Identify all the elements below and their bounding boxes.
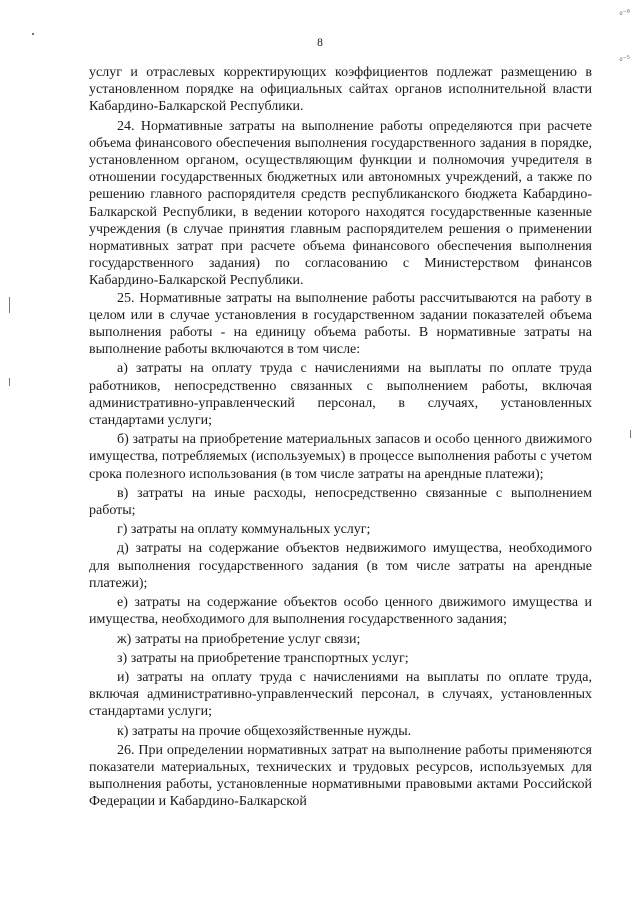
list-item-e: е) затраты на содержание объектов особо ценного движимого имущества и имущества, необходимого для выполнения государственного задания;: [89, 595, 592, 628]
list-item-k: к) затраты на прочие общехозяйственные нужды.: [117, 723, 412, 739]
list-item-a: а) затраты на оплату труда с начислениями на выплаты по оплате труда работников, непосредственно связанных с выполнением работы, включая административно-управленческий персонал, в случаях, установленных стандартами услуги;: [89, 361, 592, 429]
scan-edge-line: [9, 378, 10, 386]
list-item-z: з) затраты на приобретение транспортных услуг;: [117, 650, 409, 666]
scan-edge-line: [630, 430, 631, 438]
scan-speck: [32, 33, 34, 35]
page-number: 8: [317, 37, 323, 49]
list-item-zh: ж) затраты на приобретение услуг связи;: [117, 631, 361, 647]
scan-edge-line: [9, 297, 10, 313]
document-body: [89, 64, 592, 811]
list-item-v: в) затраты на иные расходы, непосредственно связанные с выполнением работы;: [89, 485, 592, 519]
paragraph-continuation: услуг и отраслевых корректирующих коэффициентов подлежат размещению в установленном порядке на официальных сайтах органов исполнительной власти Кабардино-Балкарской Республики.: [89, 65, 592, 115]
list-item-g: г) затраты на оплату коммунальных услуг;: [117, 522, 371, 538]
list-item-i: и) затраты на оплату труда с начислениями на выплаты по оплате труда, включая административно-управленческий персонал, в случаях, установленных стандартами услуги;: [89, 669, 592, 720]
corner-mark-top: ₀⁻⁸: [619, 8, 630, 17]
paragraph-26: 26. При определении нормативных затрат на выполнение работы применяются показатели материальных, технических и трудовых ресурсов, используемых для выполнения работы, установленные нормативными правовыми актами Российской Федерации и Кабардино-Балкарской: [89, 742, 592, 810]
corner-mark-second: ₀⁻⁵: [619, 54, 630, 63]
list-item-b: б) затраты на приобретение материальных запасов и особо ценного движимого имущества, потребляемых (используемых) в процессе выполнения работы с учетом срока полезного использования (в том числе затраты на арендные платежи);: [89, 432, 592, 482]
paragraph-25: 25. Нормативные затраты на выполнение работы рассчитываются на работу в целом или в случае установления в государственном задании показателей объема выполнения работы - на единицу объема работы. В нормативные затраты на выполнение работы включаются в том числе:: [89, 290, 592, 358]
list-item-d: д) затраты на содержание объектов недвижимого имущества, необходимого для выполнения государственного задания (в том числе затраты на арендные платежи);: [89, 541, 592, 591]
paragraph-24: 24. Нормативные затраты на выполнение работы определяются при расчете объема финансового обеспечения выполнения государственного задания в порядке, установленном органом, осуществляющим функции и полномочия учредителя в отношении государственных бюджетных или автономных учреждений, а также по решению главного распорядителя средств республиканского бюджета Кабардино-Балкарской Республики, в ведении которого находятся государственные казенные учреждения (в случае принятия главным распорядителем решения о применении нормативных затрат при расчете объема финансового обеспечения выполнения государственного задания) по согласованию с Министерством финансов Кабардино-Балкарской Республики.: [89, 118, 592, 289]
